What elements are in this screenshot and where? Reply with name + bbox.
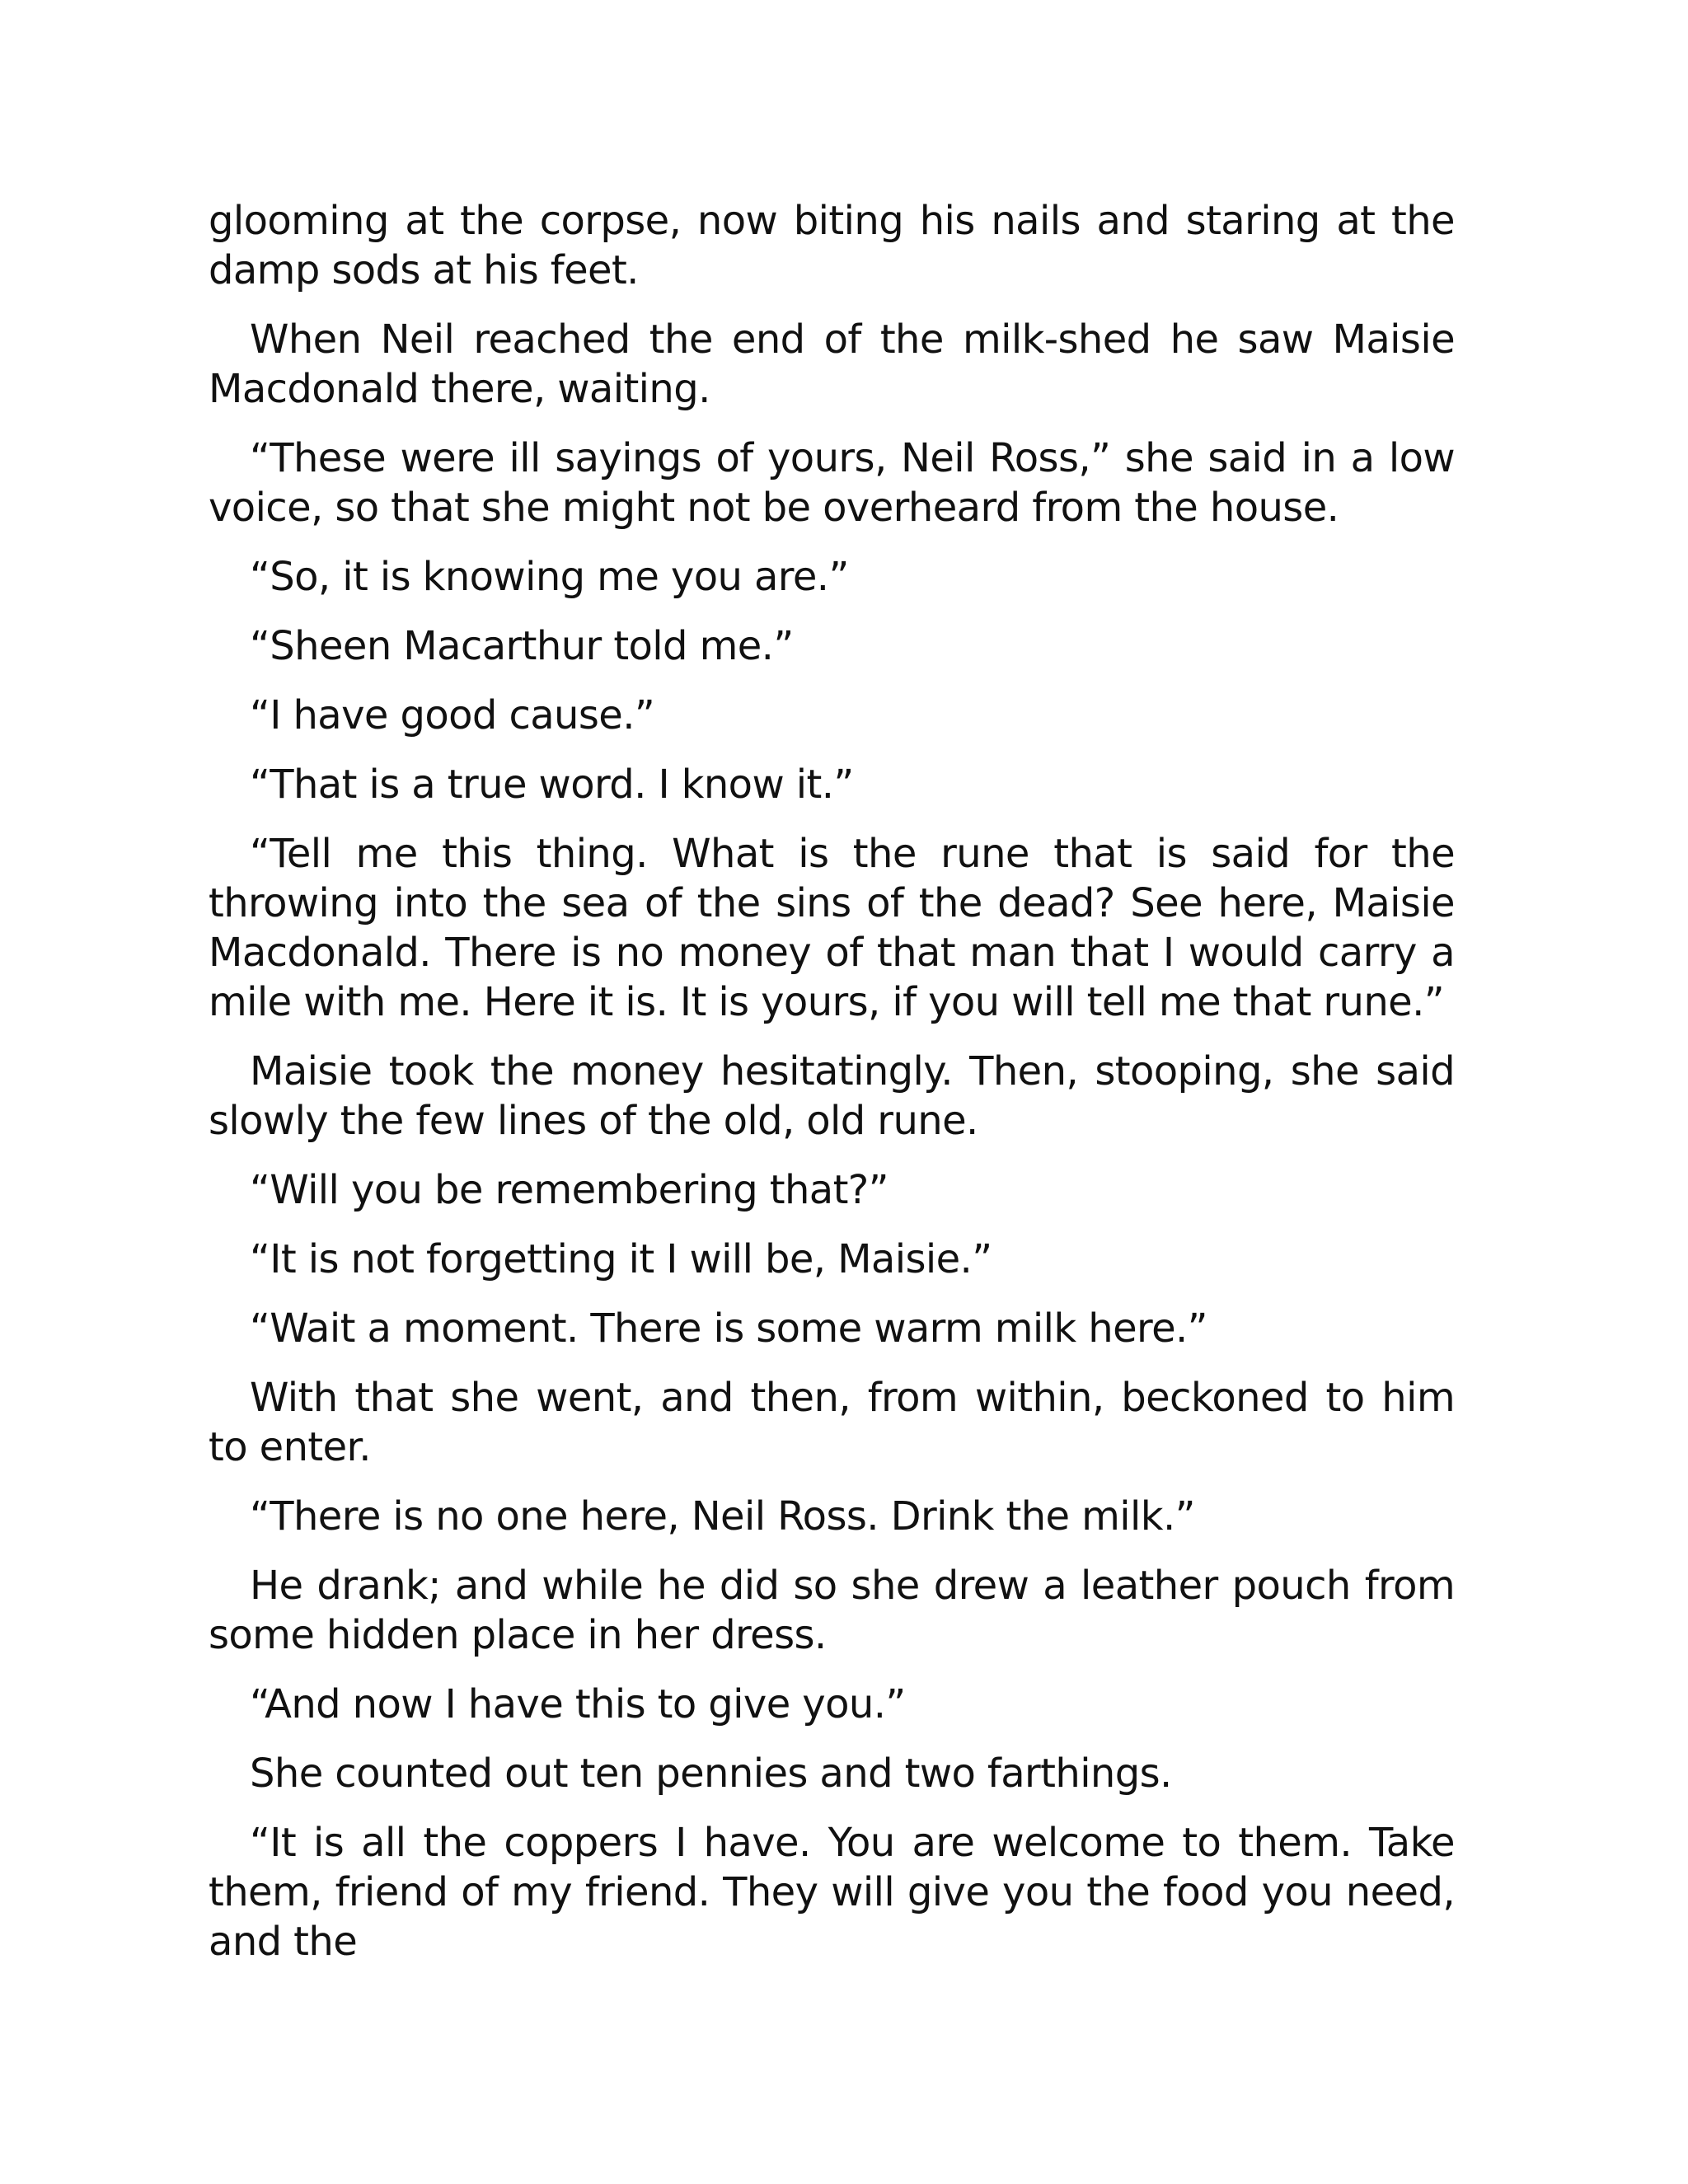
paragraph-12: “Wait a moment. There is some warm milk here.”	[250, 1305, 1207, 1352]
paragraph-14: “There is no one here, Neil Ross. Drink the milk.”	[250, 1493, 1195, 1540]
paragraph-8: “Tell me this thing. What is the rune that is said for the throwing into the sea of the sins of the dead? See here, Maisie Macdonald. There is no money of that man that I would carry a mile with me. Here it is. It is yours, if you will tell me that rune.”	[209, 831, 1455, 1025]
paragraph-13: With that she went, and then, from within, beckoned to him to enter.	[209, 1375, 1455, 1470]
paragraph-2: When Neil reached the end of the milk-shed he saw Maisie Macdonald there, waiting.	[209, 316, 1455, 412]
paragraph-3: “These were ill sayings of yours, Neil Ross,” she said in a low voice, so that she might not be overheard from the house.	[209, 435, 1455, 531]
paragraph-9: Maisie took the money hesitatingly. Then, stooping, she said slowly the few lines of the old, old rune.	[209, 1048, 1455, 1144]
paragraph-15: He drank; and while he did so she drew a leather pouch from some hidden place in her dress.	[209, 1563, 1455, 1658]
paragraph-17: She counted out ten pennies and two farthings.	[250, 1750, 1172, 1797]
paragraph-6: “I have good cause.”	[250, 692, 655, 738]
paragraph-5: “Sheen Macarthur told me.”	[250, 623, 794, 669]
paragraph-16: “And now I have this to give you.”	[250, 1681, 906, 1727]
paragraph-18: “It is all the coppers I have. You are welcome to them. Take them, friend of my friend. They will give you the food you need, and the	[209, 1820, 1455, 1965]
page-body	[209, 196, 1455, 1986]
paragraph-4: “So, it is knowing me you are.”	[250, 554, 849, 600]
paragraph-11: “It is not forgetting it I will be, Maisie.”	[250, 1236, 992, 1282]
paragraph-10: “Will you be remembering that?”	[250, 1167, 889, 1213]
paragraph-1: glooming at the corpse, now biting his nails and staring at the damp sods at his feet.	[209, 198, 1455, 293]
paragraph-7: “That is a true word. I know it.”	[250, 762, 854, 808]
